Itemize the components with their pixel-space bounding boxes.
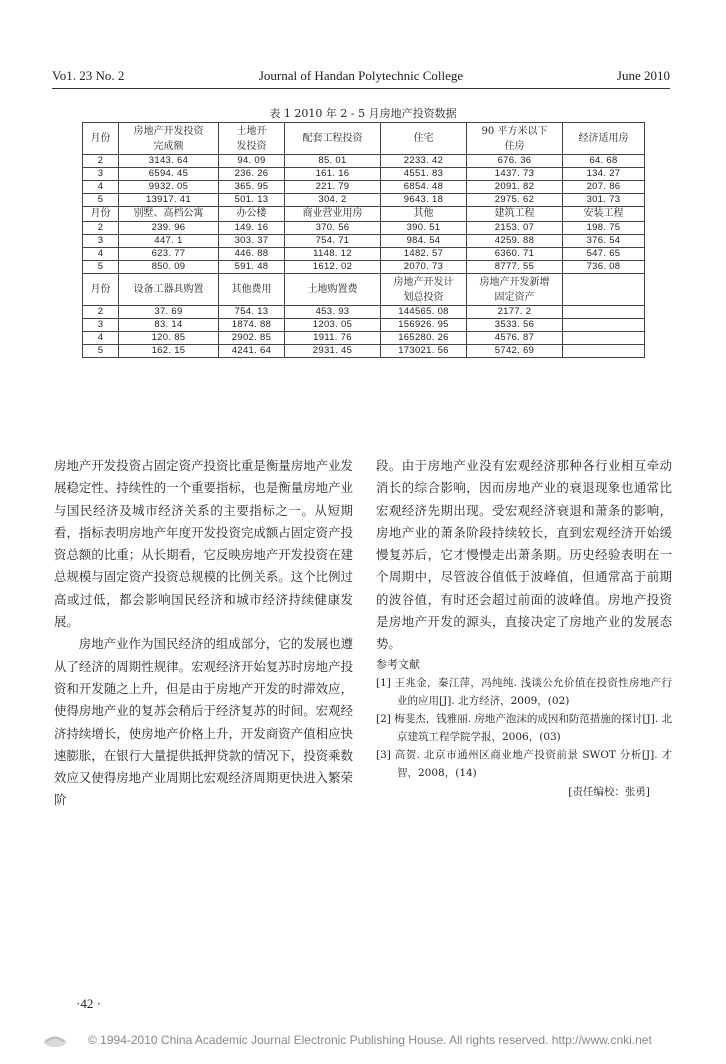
table-cell: 236. 26 [219,168,285,181]
table-cell: 2902. 85 [219,332,285,345]
table-row [83,181,645,194]
table-header-cell: 设备工器具购置 [119,274,219,306]
table-header-cell: 月份 [83,207,119,222]
issue-date: June 2010 [616,68,670,83]
table-row [83,319,645,332]
table-cell: 134. 27 [563,168,645,181]
table-cell: 501. 13 [219,194,285,207]
table-cell: 2 [83,306,119,319]
investment-data-table [82,122,645,358]
paragraph-3: 段。由于房地产业没有宏观经济那种各行业相互牵动消长的综合影响，因而房地产业的衰退现象也通常比宏观经济先期出现。受宏观经济衰退和萧条的影响，房地产业的萧条阶段持续较长，直到宏观经济开始缓慢复苏后，它才慢慢走出萧条期。历史经验表明在一个周期中，尽管波谷值低于波峰值，但通常高于前期的波谷值，有时还会超过前面的波峰值。房地产投资是房地产开发的源头，直接决定了房地产业的发展态势。 [376,458,672,652]
page-number: ·42 · [76,996,101,1011]
table-cell: 2153. 07 [467,222,563,235]
table-cell: 2177. 2 [467,306,563,319]
table-header-cell: 其他费用 [219,274,285,306]
table-cell: 984. 54 [381,235,467,248]
table-cell: 3 [83,168,119,181]
references-heading: 参考文献 [376,657,420,671]
table-cell: 4259. 88 [467,235,563,248]
table-cell: 2 [83,222,119,235]
table-cell: 2975. 62 [467,194,563,207]
left-column [54,455,353,812]
table-cell: 4 [83,181,119,194]
table-header-cell: 别墅、高档公寓 [119,207,219,222]
table-cell: 365. 95 [219,181,285,194]
table-cell: 207. 86 [563,181,645,194]
table-cell: 447. 1 [119,235,219,248]
table-cell: 3 [83,319,119,332]
table-row [83,168,645,181]
table-cell: 198. 75 [563,222,645,235]
table-cell: 239. 96 [119,222,219,235]
cnki-logo-icon [42,1031,68,1049]
table-cell: 1203. 05 [285,319,381,332]
table-cell: 2233. 42 [381,155,467,168]
table-row [83,306,645,319]
table-header-cell: 土地购置费 [285,274,381,306]
table-cell: 5 [83,261,119,274]
table-cell: 8777. 55 [467,261,563,274]
table-row [83,222,645,235]
table-cell: 165280. 26 [381,332,467,345]
table-cell: 5742. 69 [467,345,563,358]
table-cell: 161. 16 [285,168,381,181]
table-header-cell: 月份 [83,123,119,155]
table-header-cell [563,274,645,306]
table-cell: 4241. 64 [219,345,285,358]
table-cell: 370. 56 [285,222,381,235]
table-cell: 736. 08 [563,261,645,274]
table-cell: 156926. 95 [381,319,467,332]
table-cell: 2931. 45 [285,345,381,358]
table-cell: 149. 16 [219,222,285,235]
table-header-row [83,207,645,222]
copyright-text: © 1994-2010 China Academic Journal Electronic Publishing House. All rights reserved. http://www.cnki.net [88,1033,652,1047]
table-cell: 5 [83,194,119,207]
table-cell: 1612. 02 [285,261,381,274]
table-row [83,155,645,168]
table-cell [563,332,645,345]
table-row [83,248,645,261]
table-cell: 3 [83,235,119,248]
table-cell: 2091. 82 [467,181,563,194]
table-cell: 6594. 45 [119,168,219,181]
table-header-row [83,123,645,155]
table-cell: 676. 36 [467,155,563,168]
table-cell: 85. 01 [285,155,381,168]
table-cell: 301. 73 [563,194,645,207]
table-cell: 120. 85 [119,332,219,345]
table-row [83,194,645,207]
table-cell: 547. 65 [563,248,645,261]
table-cell: 850. 09 [119,261,219,274]
table-cell: 173021. 56 [381,345,467,358]
table-cell [563,345,645,358]
reference-3: [3] 高贺. 北京市通州区商业地产投资前景 SWOT 分析[J]. 才智，2008，(14) [376,748,672,779]
table-cell: 1437. 73 [467,168,563,181]
footer [0,1031,726,1053]
table-cell [563,319,645,332]
table-cell: 303. 37 [219,235,285,248]
table-cell: 4551. 83 [381,168,467,181]
table-cell: 9932. 05 [119,181,219,194]
table-cell: 390. 51 [381,222,467,235]
table-header-cell: 办公楼 [219,207,285,222]
table-cell [563,306,645,319]
table-cell: 304. 2 [285,194,381,207]
table-header-cell: 土地开 发投资 [219,123,285,155]
table-row [83,261,645,274]
table-header-cell: 房地产开发计 划总投资 [381,274,467,306]
table-cell: 754. 71 [285,235,381,248]
table-cell: 9643. 18 [381,194,467,207]
table-header-cell: 商业营业用房 [285,207,381,222]
paragraph-2: 房地产业作为国民经济的组成部分，它的发展也遵从了经济的周期性规律。宏观经济开始复苏时房地产投资和开发随之上升，但是由于房地产开发的时滞效应，使得房地产业的复苏会稍后于经济复苏的时间。宏观经济持续增长，使房地产价格上升，开发商资产值相应快速膨胀，在银行大量提供抵押贷款的情况下，投资乘数效应又使得房地产业周期比宏观经济周期更快进入繁荣阶 [54,636,353,808]
reference-2: [2] 梅斐杰，钱雅丽. 房地产泡沫的成因和防范措施的探讨[J]. 北京建筑工程学院学报，2006，(03) [376,712,672,743]
table-header-cell: 月份 [83,274,119,306]
table-cell: 376. 54 [563,235,645,248]
table-cell: 446. 88 [219,248,285,261]
table-cell: 6854. 48 [381,181,467,194]
table-row [83,235,645,248]
table-cell: 5 [83,345,119,358]
reference-1: [1] 王兆金，秦江萍，冯纯纯. 浅谈公允价值在投资性房地产行业的应用[J]. 北方经济，2009，(02) [376,676,672,707]
table-cell: 2 [83,155,119,168]
table-cell: 591. 48 [219,261,285,274]
table-cell: 4 [83,332,119,345]
table-cell: 1874. 88 [219,319,285,332]
table-cell: 6360. 71 [467,248,563,261]
table-header-row [83,274,645,306]
table-cell: 221. 79 [285,181,381,194]
table-cell: 13917. 41 [119,194,219,207]
journal-title: Journal of Handan Polytechnic College [258,68,464,83]
table-cell: 4576. 87 [467,332,563,345]
volume-issue: Vo1. 23 No. 2 [52,68,125,83]
table-cell: 1148. 12 [285,248,381,261]
table-header-cell: 90 平方米以下 住房 [467,123,563,155]
running-header [52,66,670,89]
table-header-cell: 住宅 [381,123,467,155]
table-cell: 83. 14 [119,319,219,332]
table-cell: 64. 68 [563,155,645,168]
table-header-cell: 其他 [381,207,467,222]
table-header-cell: 安装工程 [563,207,645,222]
table-cell: 162. 15 [119,345,219,358]
table-cell: 754. 13 [219,306,285,319]
table-row [83,345,645,358]
table-cell: 94. 09 [219,155,285,168]
editor-note: [责任编校：张勇] [568,785,650,798]
table-header-cell: 房地产开发新增 固定资产 [467,274,563,306]
paragraph-1: 房地产开发投资占固定资产投资比重是衡量房地产业发展稳定性、持续性的一个重要指标，也是衡量房地产业与国民经济及城市经济关系的主要指标之一。从短期看，指标表明房地产年度开发投资完成额占固定资产投资总额的比重；从长期看，它反映房地产开发投资在建总规模与固定资产投资总规模的比例关系。这个比例过高或过低，都会影响国民经济和城市经济持续健康发展。 [54,458,353,630]
table-cell: 144565. 08 [381,306,467,319]
table-cell: 3533. 56 [467,319,563,332]
table-cell: 4 [83,248,119,261]
table-row [83,332,645,345]
right-column [376,455,672,802]
table-cell: 1482. 57 [381,248,467,261]
table-cell: 3143. 64 [119,155,219,168]
table-cell: 37. 69 [119,306,219,319]
table-caption: 表 1 2010 年 2 - 5 月房地产投资数据 [269,107,457,120]
table-cell: 453. 93 [285,306,381,319]
table-header-cell: 配套工程投资 [285,123,381,155]
table-header-cell: 建筑工程 [467,207,563,222]
table-cell: 2070. 73 [381,261,467,274]
table-cell: 1911. 76 [285,332,381,345]
table-cell: 623. 77 [119,248,219,261]
table-header-cell: 房地产开发投资 完成额 [119,123,219,155]
table-header-cell: 经济适用房 [563,123,645,155]
